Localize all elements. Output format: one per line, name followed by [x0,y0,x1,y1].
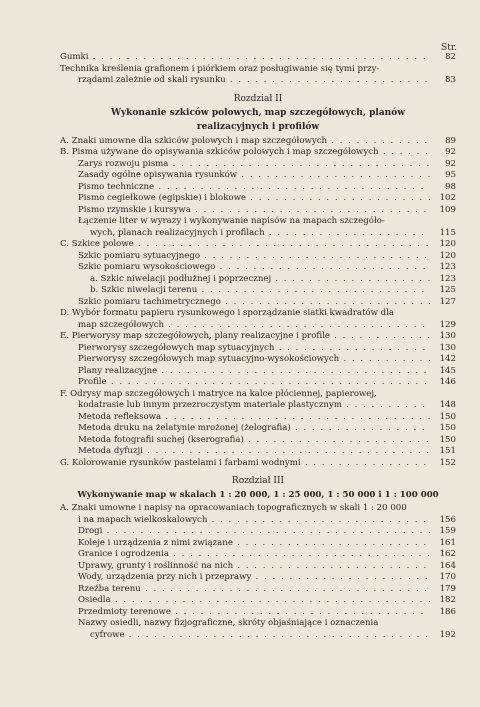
toc-entry-label: map szczegółowych . . . [60,320,430,332]
toc-entry [60,251,456,263]
toc-entry-label: rządami zależnie od skali rysunku . . . [60,75,430,87]
toc-entry-label: Gumki . . . [60,52,430,64]
toc-entry-row [60,228,456,240]
toc-entry [60,607,456,619]
toc-entry-label: A. Znaki umowne dla szkiców polowych i map szczegółowych . . . [60,136,430,148]
toc-entry-row [60,331,456,343]
toc-entry-row [60,170,456,182]
toc-entry-label: Zarys rozwoju pisma . . . [60,159,430,171]
toc-entry-label: C. Szkice polowe . . . [60,239,430,251]
toc-entry-row [60,182,456,194]
toc-entry-row [60,412,456,424]
toc-entry-page-number: 130 [439,331,456,341]
toc-entry-label-first-line: D. Wybór formatu papieru rysunkowego i sporządzanie siatki kwadratów dla [60,308,395,318]
toc-entry-label: Metoda fotografii suchej (kserografia) . . . [60,435,430,447]
toc-entry [60,458,456,470]
toc-entry [60,147,456,159]
toc-entry [60,503,456,526]
toc-entry-row [60,193,456,205]
toc-entry-label: Szkic pomiaru sytuacyjnego . . . [60,251,430,263]
toc-entry [60,182,456,194]
toc-entry-label: Plany realizacyjne . . . [60,366,430,378]
toc-entry-row [60,262,456,274]
toc-entry-row [60,320,456,332]
toc-entry-row [60,285,456,297]
toc-entry [60,538,456,550]
chapter-2-subtitle-line-1: Wykonanie szkiców polowych, map szczegółowych, planów [111,107,405,118]
toc-entry-page-number: 125 [439,285,456,295]
toc-entry [60,205,456,217]
toc-entry [60,274,456,286]
toc-entry-row [60,400,456,412]
toc-entry [60,561,456,573]
toc-entry-row [60,377,456,389]
toc-entry [60,239,456,251]
toc-entry-page-number: 162 [439,549,456,559]
toc-entry-page-number: 92 [445,147,456,157]
chapter-3-subtitle: Wykonywanie map w skalach 1 : 20 000, 1 : 25 000, 1 : 50 000 i 1 : 100 000 [77,490,439,500]
toc-entry-page-number: 115 [439,227,456,238]
toc-entry [60,193,456,205]
toc-entry-label: Przedmioty terenowe . . . [60,607,430,619]
toc-entry-label: b. Szkic niwelacji terenu . . . [60,285,430,297]
toc-entry [60,216,456,239]
toc-entry [60,446,456,458]
toc-entry-page-number: 145 [439,365,456,376]
toc-entry-page-number: 123 [439,273,456,284]
toc-entry-page-number: 129 [439,319,456,330]
chapter-2-subtitle-line-2: realizacyjnych i profilów [196,121,320,132]
toc-entry-page-number: 109 [439,204,456,215]
toc-entry [60,343,456,355]
toc-entry-row [60,423,456,435]
toc-entry-label-first-line: Technika kreślenia grafionem i piórkiem oraz posługiwanie się tymi przy- [60,63,380,74]
toc-entry-page-number: 186 [439,606,456,617]
toc-entry-row [60,515,456,527]
toc-entry-row [60,607,456,619]
toc-entry-label: i na mapach wielkoskalowych . . . [60,515,430,527]
toc-entry-label: Uprawy, grunty i roślinność na nich . . . [60,561,430,573]
toc-entry-row [60,52,456,64]
toc-entry-row [60,630,456,642]
toc-entry-row [60,343,456,355]
toc-entry-page-number: 161 [439,537,456,548]
toc-entry-row [60,147,456,159]
toc-entry [60,412,456,424]
toc-entry-label: Pierworysy szczegółowych map sytuacyjno-wysokościowych . . . [60,354,430,366]
toc-entry-row [60,595,456,607]
toc-entry [60,64,456,87]
toc-entry-row [60,458,456,470]
toc-entry-page-number: 127 [439,296,456,307]
toc-entry-label: a. Szkic niwelacji podłużnej i poprzecznej . . . [60,274,430,286]
toc-entry-label: kodatrasie lub innym przezroczystym materiale plastycznym . . . [60,400,430,412]
toc-entry [60,526,456,538]
toc-entry [60,331,456,343]
toc-entry-row [60,159,456,171]
toc-entry-label: Metoda dyfuzji . . . [60,446,430,458]
toc-entry-page-number: 150 [439,411,456,422]
toc-entry-page-number: 123 [439,262,456,272]
toc-entry [60,159,456,171]
toc-entry-page-number: 148 [439,400,456,410]
toc-entry-label-first-line: F. Odrysy map szczegółowych i matryce na kalce płóciennej, papierowej, [60,388,377,399]
toc-entry-page-number: 151 [439,446,456,456]
toc-entry-label: Wody, urządzenia przy nich i przeprawy . . . [60,572,430,584]
toc-entry-row [60,136,456,148]
toc-entry-label: Pismo cegiełkowe (egipskie) i blokowe . . . [60,193,430,205]
toc-entry-page-number: 82 [445,52,456,62]
toc-entry-page-number: 182 [439,595,456,605]
toc-entry-page-number: 95 [445,170,456,180]
chapter-3-entries [60,503,456,641]
toc-entry-row [60,75,456,87]
page-column-header: Str. [441,43,457,53]
toc-entry [60,308,456,331]
toc-entry-label: B. Pisma używane do opisywania szkiców polowych i map szczegółowych . . . [60,147,430,159]
top-entries [60,52,456,87]
toc-entry-row [60,549,456,561]
toc-entry-row [60,205,456,217]
toc-entry-label: Pismo techniczne . . . [60,182,430,194]
toc-entry-page-number: 142 [439,354,456,364]
toc-entry-page-number: 152 [439,457,456,468]
toc-entry-page-number: 150 [439,434,456,445]
toc-entry [60,366,456,378]
toc-entry-page-number: 120 [439,239,456,249]
toc-entry-label: Szkic pomiaru wysokościowego . . . [60,262,430,274]
toc-entry-page-number: 150 [439,423,456,433]
toc-entry [60,595,456,607]
toc-entry [60,618,456,641]
toc-entry-label-first-line: Łączenie liter w wyrazy i wykonywanie napisów na mapach szczegóło- [78,216,385,226]
toc-entry-label: E. Pierworysy map szczegółowych, plany realizacyjne i profile . . . [60,331,430,343]
toc-entry-row [60,538,456,550]
toc-entry-row [60,561,456,573]
toc-entry-label: Rzeźba terenu . . . [60,584,430,596]
toc-entry [60,170,456,182]
toc-entry-row [60,435,456,447]
toc-entry [60,435,456,447]
toc-entry [60,285,456,297]
toc-entry-label-first-line: A. Znaki umowne i napisy na opracowaniach topograficznych w skali 1 : 20 000 [60,503,407,513]
toc-entry-page-number: 130 [439,342,456,353]
toc-entry-row [60,572,456,584]
toc-entry [60,423,456,435]
toc-entry-page-number: 146 [439,377,456,387]
toc-entry [60,389,456,412]
chapter-2-title: Rozdział II [233,93,283,104]
toc-entry [60,52,456,64]
toc-entry-page-number: 98 [445,181,456,192]
toc-entry-page-number: 192 [439,629,456,640]
toc-entry-label: G. Kolorowanie rysunków pastelami i farbami wodnymi . . . [60,458,430,470]
toc-entry-label: Metoda refleksowa . . . [60,412,430,424]
toc-entry-label: Drogi . . . [60,526,430,538]
toc-entry [60,136,456,148]
toc-entry-label: wych, planach realizacyjnych i profilach . . . [60,228,430,240]
toc-entry-label: Metoda druku na żelatynie mrożonej (żelografia) . . . [60,423,430,435]
toc-entry-row [60,366,456,378]
toc-entry [60,262,456,274]
toc-entry [60,584,456,596]
toc-entry-label: Profile . . . [60,377,430,389]
toc-entry-label: Pismo rzymskie i kursywa . . . [60,205,430,217]
toc-entry-page-number: 83 [445,75,456,85]
toc-entry-label: Osiedla . . . [60,595,430,607]
toc-entry-label: Koleje i urządzenia z nimi związane . . . [60,538,430,550]
toc-entry-row [60,239,456,251]
toc-entry-page-number: 179 [439,583,456,594]
table-of-contents [60,52,456,641]
toc-entry-row [60,526,456,538]
toc-entry [60,377,456,389]
toc-entry [60,354,456,366]
chapter-2-entries [60,136,456,470]
toc-entry-label: Pierworysy szczegółowych map sytuacyjnych . . . [60,343,430,355]
toc-entry-page-number: 102 [439,193,456,203]
toc-entry-row [60,354,456,366]
toc-entry-row [60,297,456,309]
toc-entry-row [60,446,456,458]
toc-entry-row [60,584,456,596]
toc-entry-label: Szkic pomiaru tachimetrycznego . . . [60,297,430,309]
toc-entry-label: Granice i ogrodzenia . . . [60,549,430,561]
toc-entry-page-number: 156 [439,514,456,525]
toc-entry-row [60,251,456,263]
toc-entry-label: Zasady ogólne opisywania rysunków . . . [60,170,430,182]
toc-entry-page-number: 92 [445,158,456,169]
toc-entry-label: cyfrowe . . . [60,630,430,642]
toc-entry-page-number: 170 [439,572,456,582]
chapter-3-title: Rozdział III [231,476,285,486]
toc-entry-row [60,274,456,286]
toc-entry [60,572,456,584]
toc-entry [60,297,456,309]
toc-entry [60,549,456,561]
toc-entry-page-number: 164 [439,560,456,571]
toc-entry-label-first-line: Nazwy osiedli, nazwy fizjograficzne, skróty objaśniające i oznaczenia [78,618,379,628]
toc-entry-page-number: 120 [439,250,456,261]
toc-entry-page-number: 159 [439,526,456,536]
toc-entry-page-number: 89 [445,135,456,146]
